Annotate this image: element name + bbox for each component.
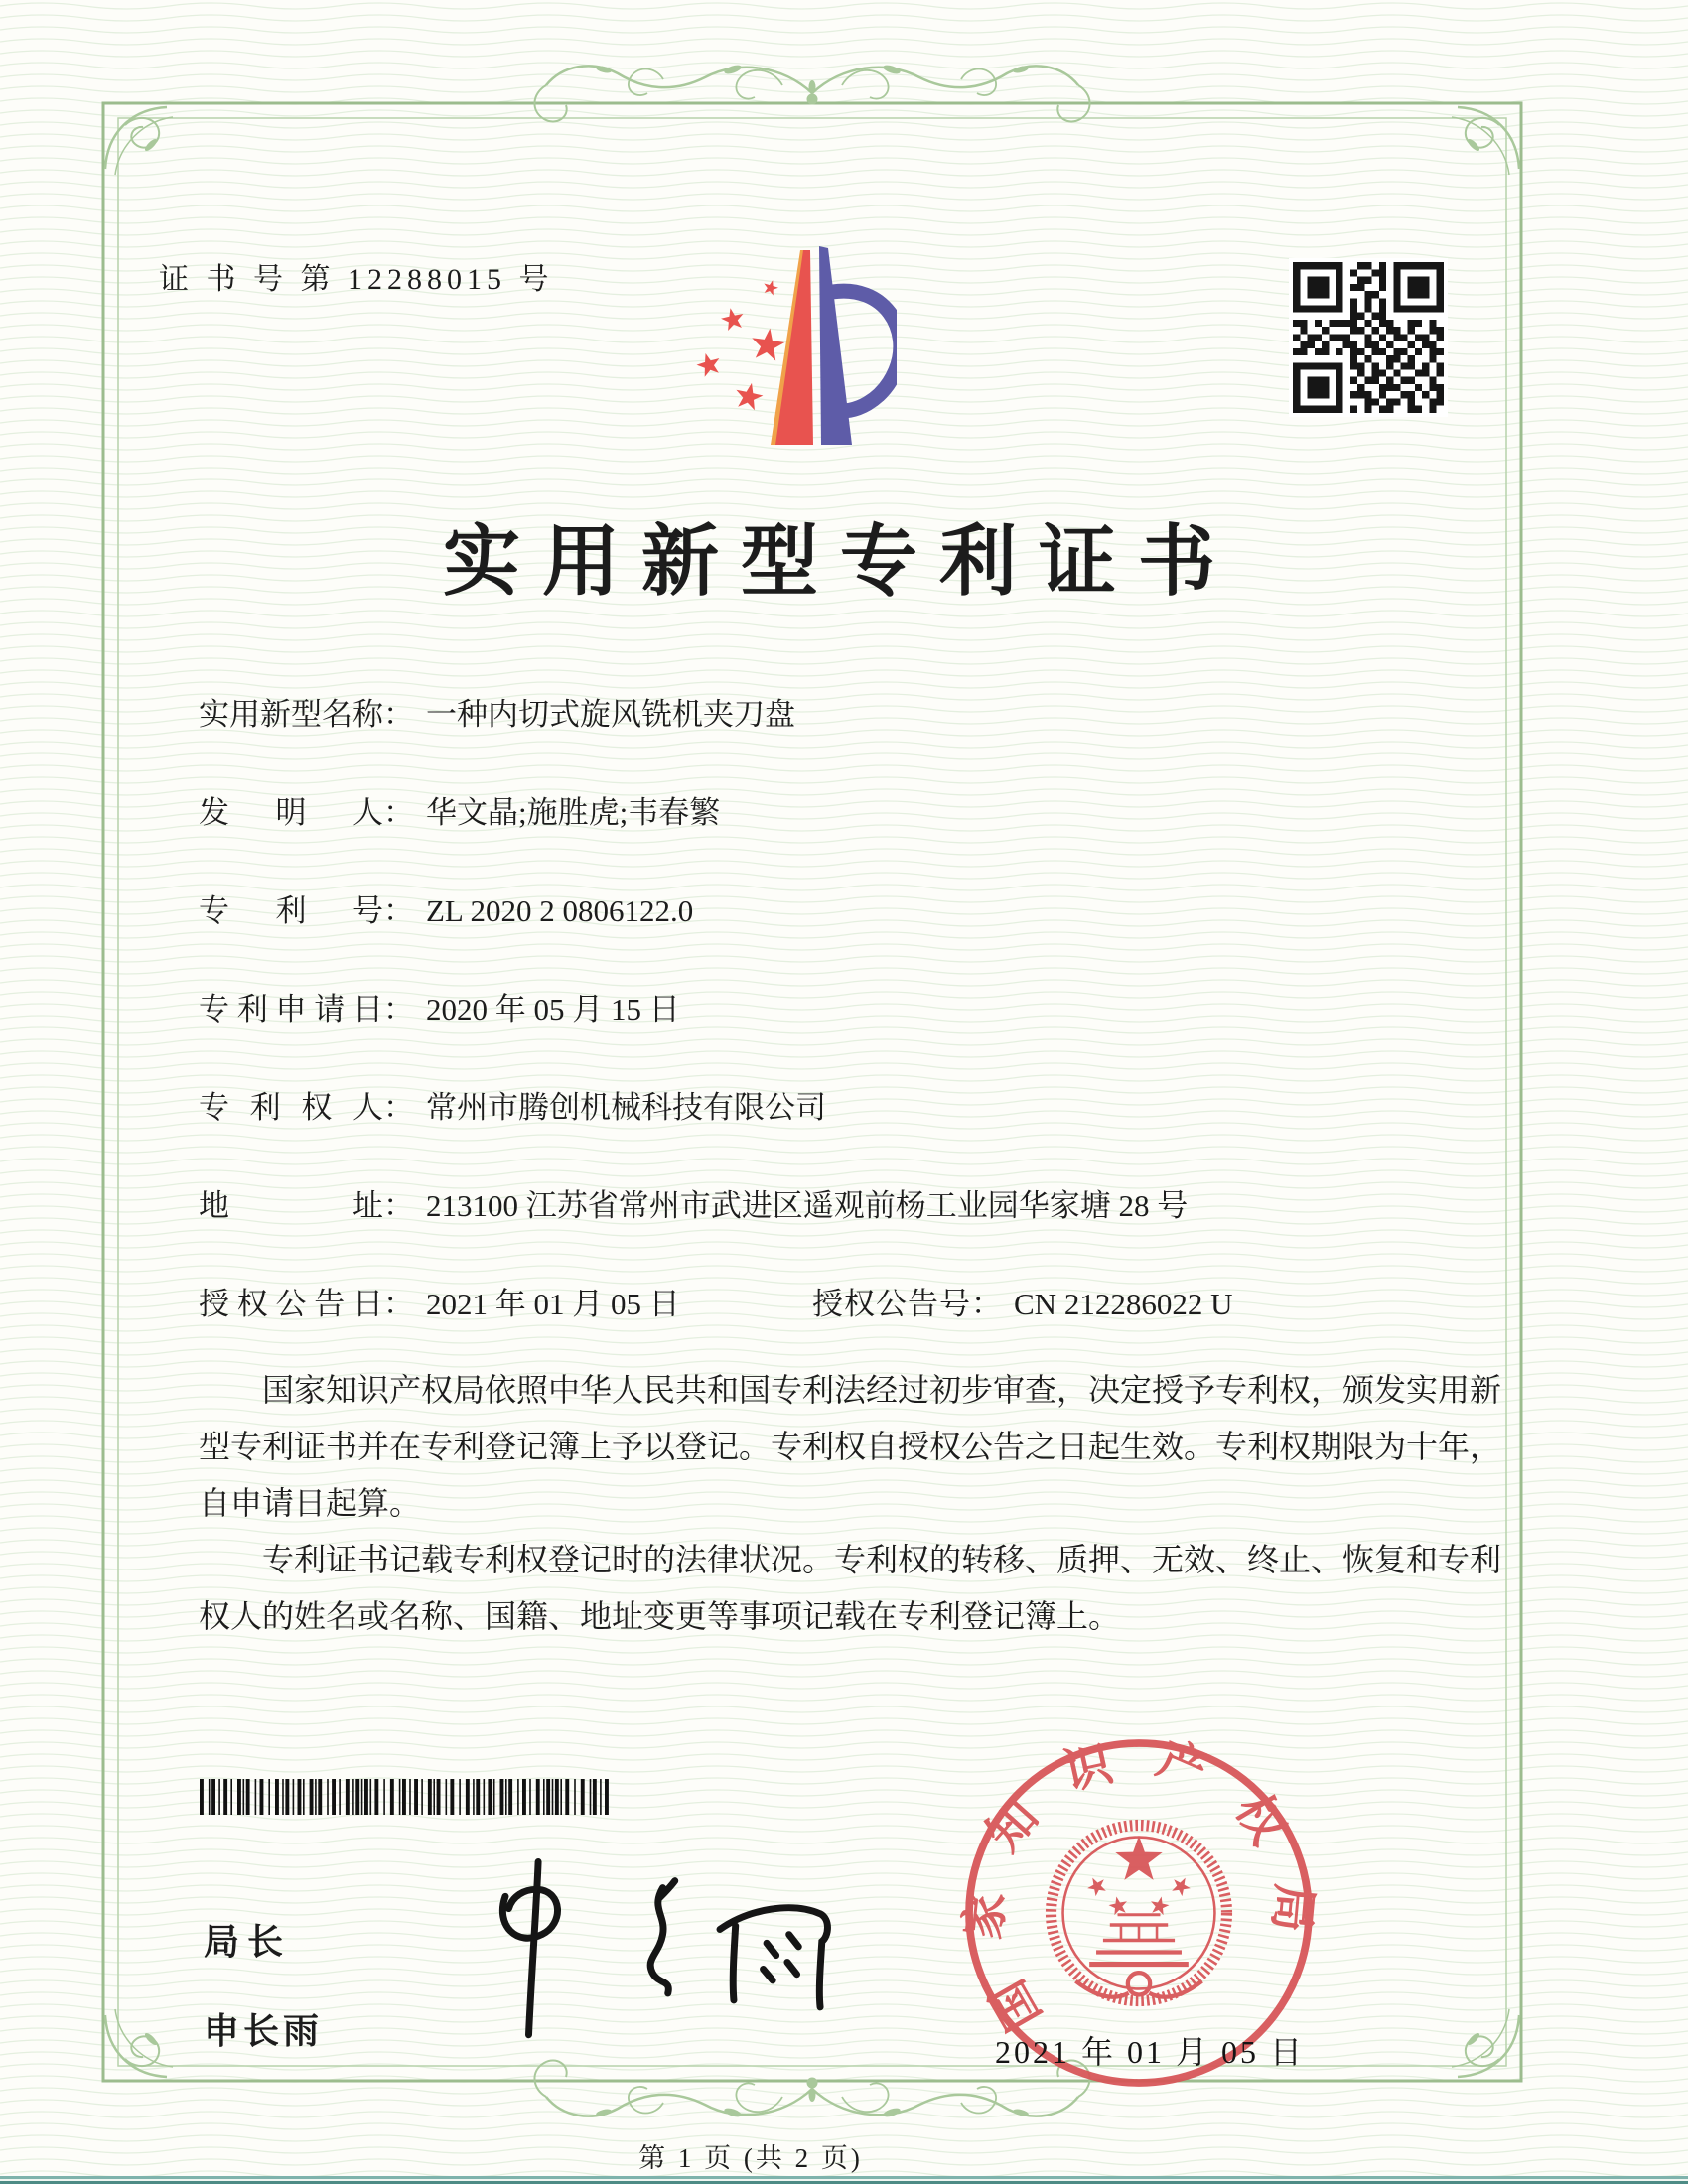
field-value: 华文晶;施胜虎;韦春繁	[426, 795, 721, 830]
field-row-utility-model-name	[199, 689, 795, 734]
field-colon: ：	[383, 893, 414, 928]
seal-text: 国家知识产权局	[957, 1729, 1321, 2039]
barcode	[200, 1779, 613, 1815]
border-ornament-bottom-right	[1452, 2009, 1519, 2077]
body-paragraph: 国家知识产权局依照中华人民共和国专利法经过初步审查，决定授予专利权，颁发实用新型专利证书并在专利登记簿上予以登记。专利权自授权公告之日起生效。专利权期限为十年，自申请日起算。	[199, 1372, 1502, 1521]
field-row-filing-date	[199, 984, 680, 1028]
border-ornament-top-left	[105, 107, 173, 175]
field-colon: ：	[383, 795, 414, 830]
field-label: 发明人	[199, 795, 383, 830]
seal-date: 2021 年 01 月 05 日	[995, 2034, 1306, 2070]
field-label: 授权公告日	[199, 1287, 383, 1321]
field-colon: ：	[383, 697, 414, 732]
field-label: 专利号	[199, 893, 383, 928]
field-colon: ：	[383, 992, 414, 1026]
field-value: 2020 年 05 月 15 日	[426, 992, 680, 1026]
signer-title: 局长	[204, 1921, 292, 1962]
field-row-address	[199, 1180, 1188, 1225]
field-value: ZL 2020 2 0806122.0	[426, 893, 694, 928]
field-colon: ：	[383, 1188, 414, 1223]
field-label: 地址	[199, 1188, 383, 1223]
cnipa-logo-icon	[683, 238, 897, 457]
signature-icon	[445, 1839, 834, 2053]
border-ornament-top-center	[534, 64, 1089, 122]
field-value: 213100 江苏省常州市武进区遥观前杨工业园华家塘 28 号	[426, 1188, 1189, 1223]
field-value: 2021 年 01 月 05 日	[426, 1287, 680, 1321]
scan-edge-line	[0, 2176, 1688, 2184]
border-ornament-bottom-left	[105, 2009, 173, 2077]
body-paragraph: 专利证书记载专利权登记时的法律状况。专利权的转移、质押、无效、终止、恢复和专利权人的姓名或名称、国籍、地址变更等事项记载在专利登记簿上。	[199, 1542, 1502, 1634]
field-value: 一种内切式旋风铣机夹刀盘	[426, 697, 795, 732]
field-row-patentee	[199, 1082, 826, 1127]
field-row-patent-number	[199, 886, 693, 930]
field-pair-grant-number	[812, 1279, 1232, 1323]
field-value: 常州市腾创机械科技有限公司	[426, 1090, 826, 1125]
field-colon: ：	[383, 1090, 414, 1125]
field-colon: ：	[971, 1287, 1002, 1321]
svg-text:国家知识产权局	[957, 1730, 1321, 2039]
field-value: CN 212286022 U	[1014, 1287, 1233, 1321]
certificate-number: 证 书 号 第 12288015 号	[159, 263, 554, 296]
field-colon: ：	[383, 1287, 414, 1321]
field-label: 专利申请日	[199, 992, 383, 1026]
field-row-inventors	[199, 787, 720, 832]
field-label: 授权公告号	[812, 1287, 971, 1321]
qr-code	[1289, 258, 1448, 417]
field-label: 实用新型名称	[199, 697, 383, 732]
page-title: 实用新型专利证书	[442, 518, 1237, 605]
field-label: 专利权人	[199, 1090, 383, 1125]
field-row-grant-date-and-number	[199, 1279, 1233, 1323]
page-footer: 第 1 页 (共 2 页)	[638, 2143, 863, 2173]
border-ornament-top-right	[1452, 107, 1519, 175]
signer-name: 申长雨	[204, 2010, 324, 2051]
legal-body-text	[199, 1362, 1501, 1645]
